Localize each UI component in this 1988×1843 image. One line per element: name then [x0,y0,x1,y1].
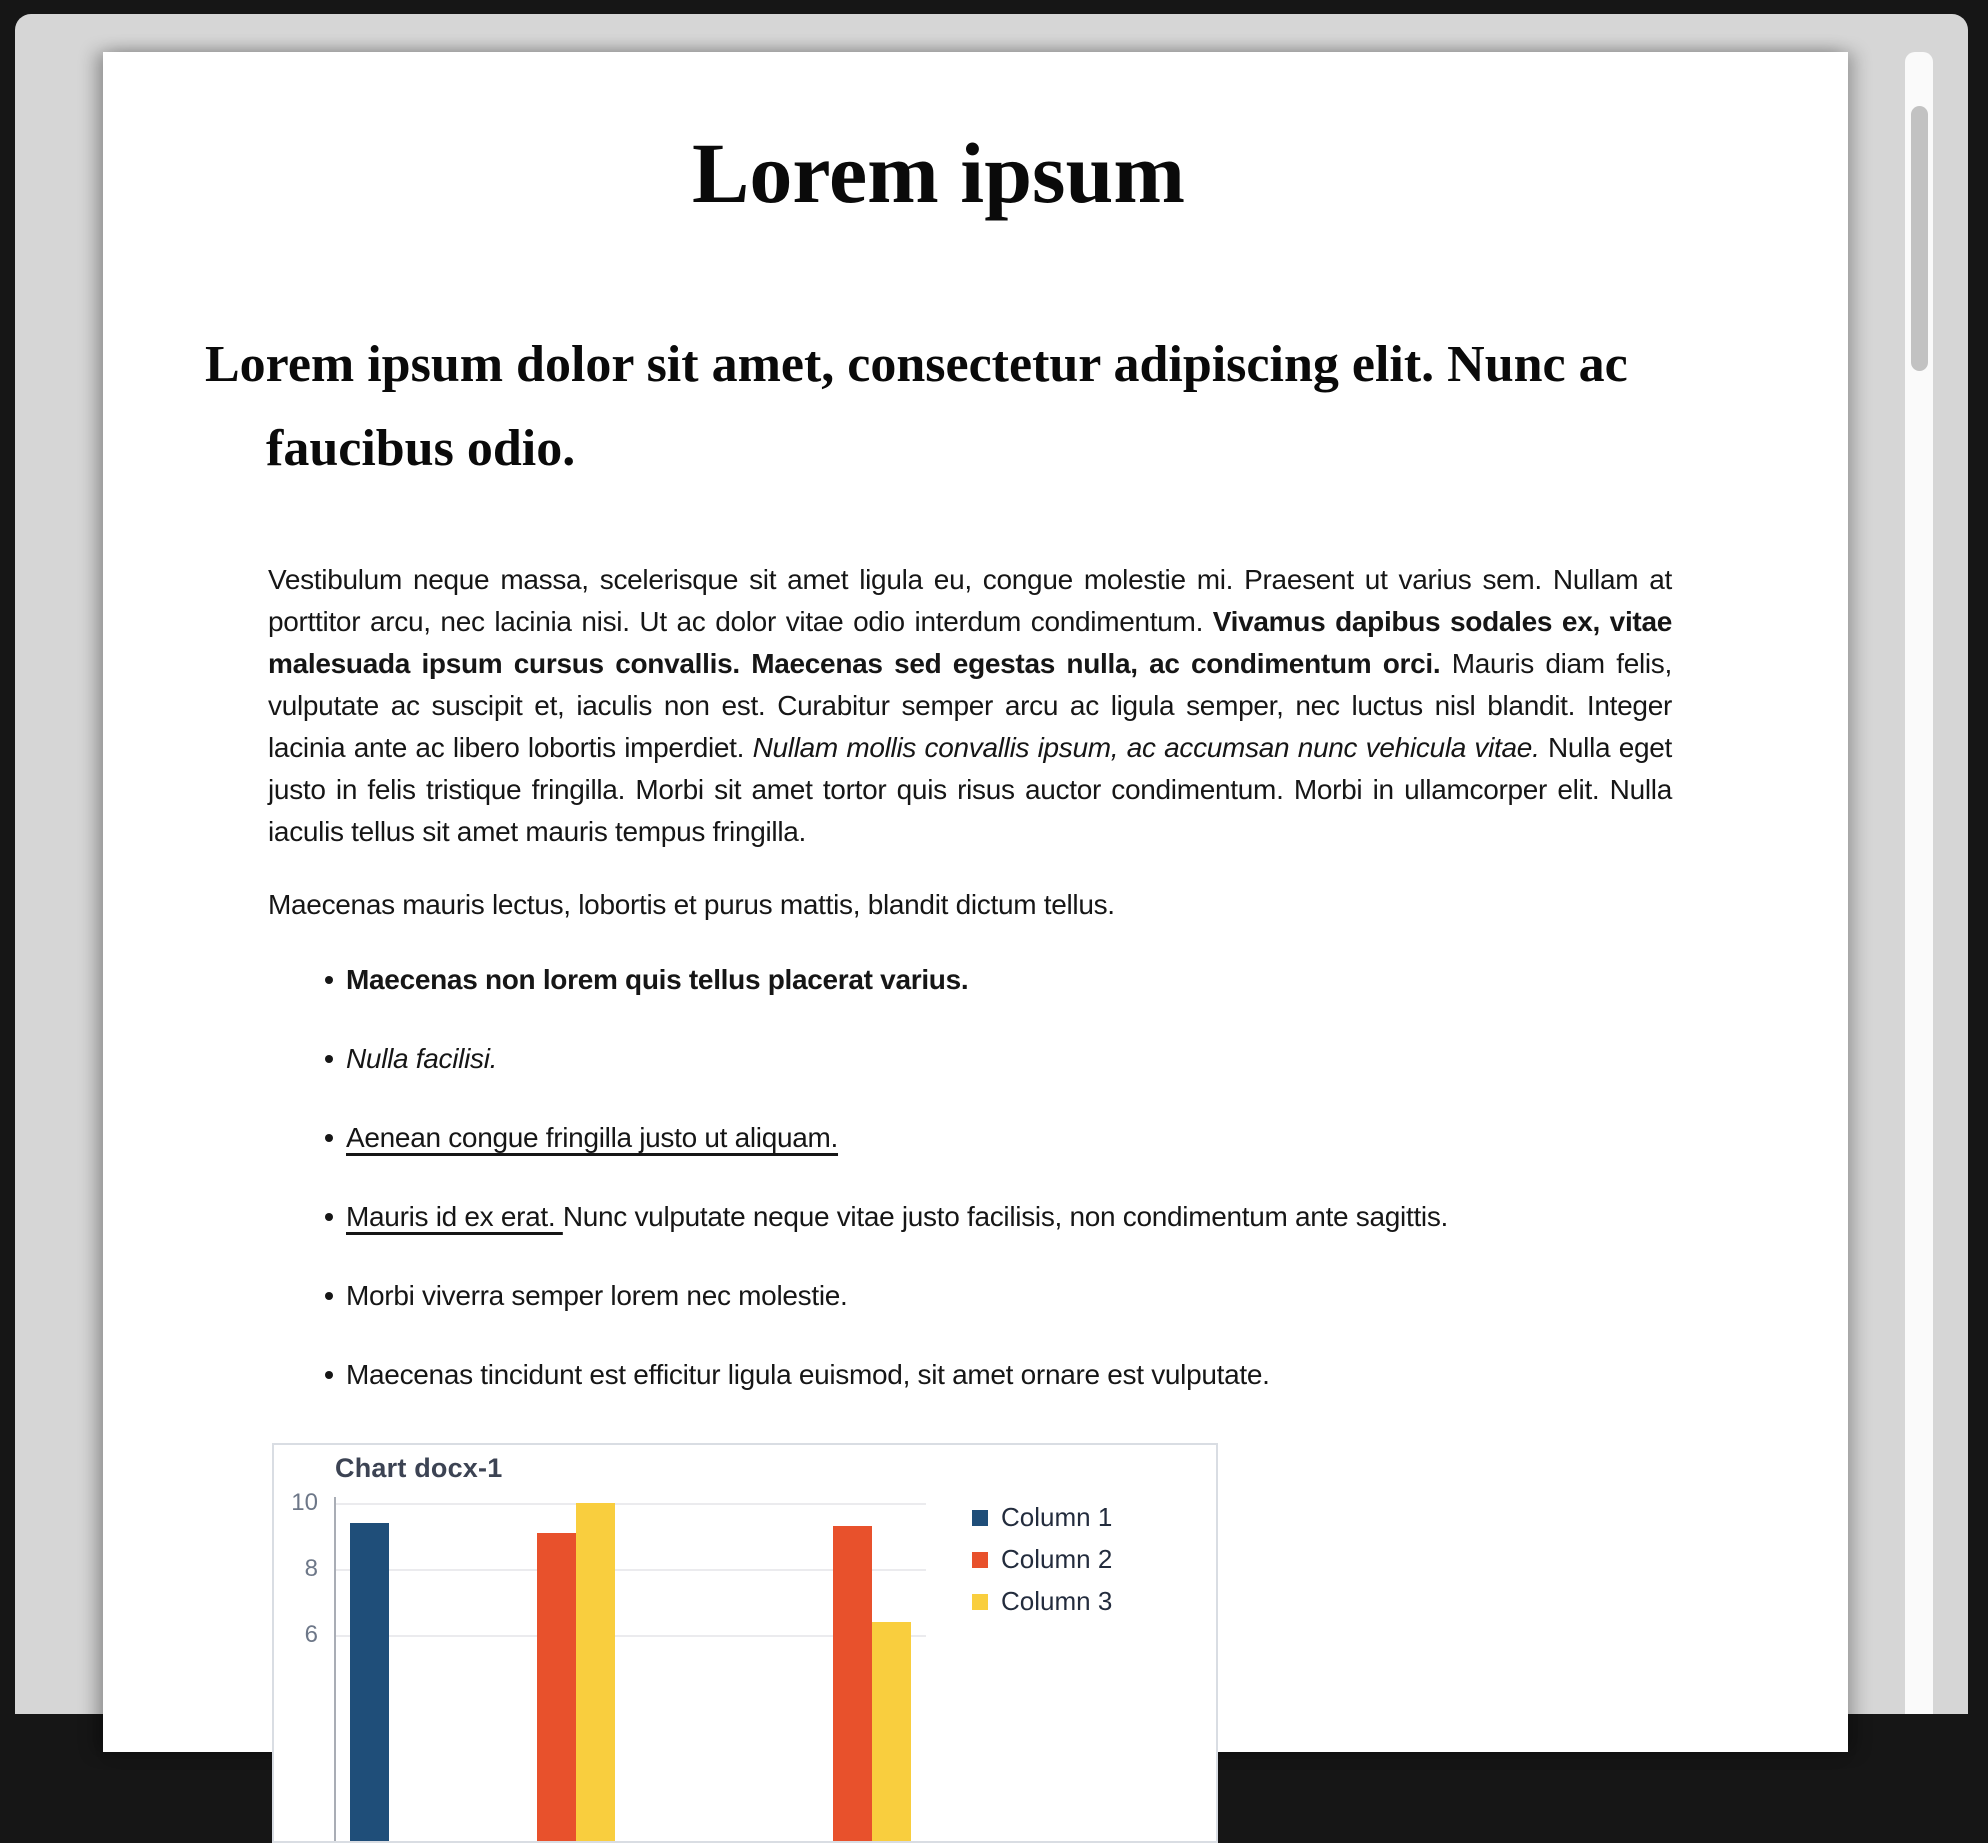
legend-label: Column 2 [1001,1544,1113,1575]
document-page [103,52,1848,1752]
text-segment: Maecenas non lorem quis tellus placerat varius. [346,963,969,995]
text-segment: Nulla eget justo in felis tristique fringilla. Morbi sit amet tortor quis risus auctor condimentum. Morbi in ullamcorper elit. Nulla iaculis tellus sit amet mauris tempus fringilla. [268,731,1673,847]
text-segment: Mauris id ex erat. [346,1200,563,1232]
bar-column-2-cat4 [833,1526,872,1843]
document-heading: Lorem ipsum dolor sit amet, consectetur adipiscing elit. Nunc ac faucibus odio. [205,335,1628,477]
paragraph-2 [268,884,1672,926]
list-item [268,1038,1672,1080]
y-axis-tick-label: 10 [291,1488,318,1516]
y-axis-line [334,1497,336,1843]
bullet-dot-icon [325,1134,333,1142]
paragraph-1 [268,559,1672,853]
list-item [268,959,1672,1001]
bar-column-3-cat4 [872,1622,911,1843]
bullet-list [268,959,1672,1396]
bullet-dot-icon [325,976,333,984]
bar-column-3-cat2 [576,1503,615,1843]
text-segment: Nulla facilisi. [346,1042,498,1074]
text-segment: Aenean congue fringilla justo ut aliquam. [346,1121,839,1153]
bar-chart [272,1443,1218,1843]
bullet-dot-icon [325,1055,333,1063]
chart-title: Chart docx-1 [335,1452,503,1483]
legend-item [972,1539,1112,1581]
legend-swatch-icon [972,1552,988,1568]
y-axis-tick-label: 6 [304,1620,318,1648]
viewer-panel [15,14,1968,1714]
text-segment: Maecenas mauris lectus, lobortis et purus mattis, blandit dictum tellus. [268,888,1115,920]
legend-swatch-icon [972,1594,988,1610]
legend-label: Column 3 [1001,1586,1113,1617]
y-axis-tick-label: 8 [304,1554,318,1582]
bar-column-2-cat2 [537,1533,576,1843]
text-segment: Nullam mollis convallis ipsum, ac accumsan nunc vehicula vitae. [752,731,1540,763]
gridline [334,1503,926,1505]
list-item [268,1354,1672,1396]
list-item [268,1117,1672,1159]
text-segment: Nunc vulputate neque vitae justo facilisis, non condimentum ante sagittis. [562,1200,1449,1232]
document-title: Lorem ipsum [692,125,1185,221]
bar-column-1-cat1 [350,1523,389,1843]
list-item [268,1196,1672,1238]
text-segment: Vestibulum neque massa, scelerisque sit amet ligula eu, congue molestie mi. Praesent ut varius sem. Nullam at porttitor arcu, nec lacinia nisi. Ut ac dolor vitae odio interdum condimentum. [268,563,1672,637]
bullet-dot-icon [325,1292,333,1300]
bullet-dot-icon [325,1371,333,1379]
text-segment: Vivamus dapibus sodales ex, vitae malesuada ipsum cursus convallis. Maecenas sed egestas nulla, ac condimentum orci. [268,605,1672,679]
list-item [268,1275,1672,1317]
scrollbar-thumb[interactable] [1911,106,1928,371]
legend-label: Column 1 [1001,1502,1113,1533]
scrollbar-track[interactable] [1905,52,1933,1714]
text-segment: Mauris diam felis, vulputate ac suscipit et, iaculis non est. Curabitur semper arcu ac ligula semper, nec luctus nisl blandit. Integer lacinia ante ac libero lobortis imperdiet. [268,647,1672,763]
chart-legend [972,1497,1112,1623]
legend-swatch-icon [972,1510,988,1526]
text-segment: Morbi viverra semper lorem nec molestie. [346,1279,848,1311]
legend-item [972,1497,1112,1539]
text-segment: Maecenas tincidunt est efficitur ligula euismod, sit amet ornare est vulputate. [346,1358,1270,1390]
legend-item [972,1581,1112,1623]
bullet-dot-icon [325,1213,333,1221]
